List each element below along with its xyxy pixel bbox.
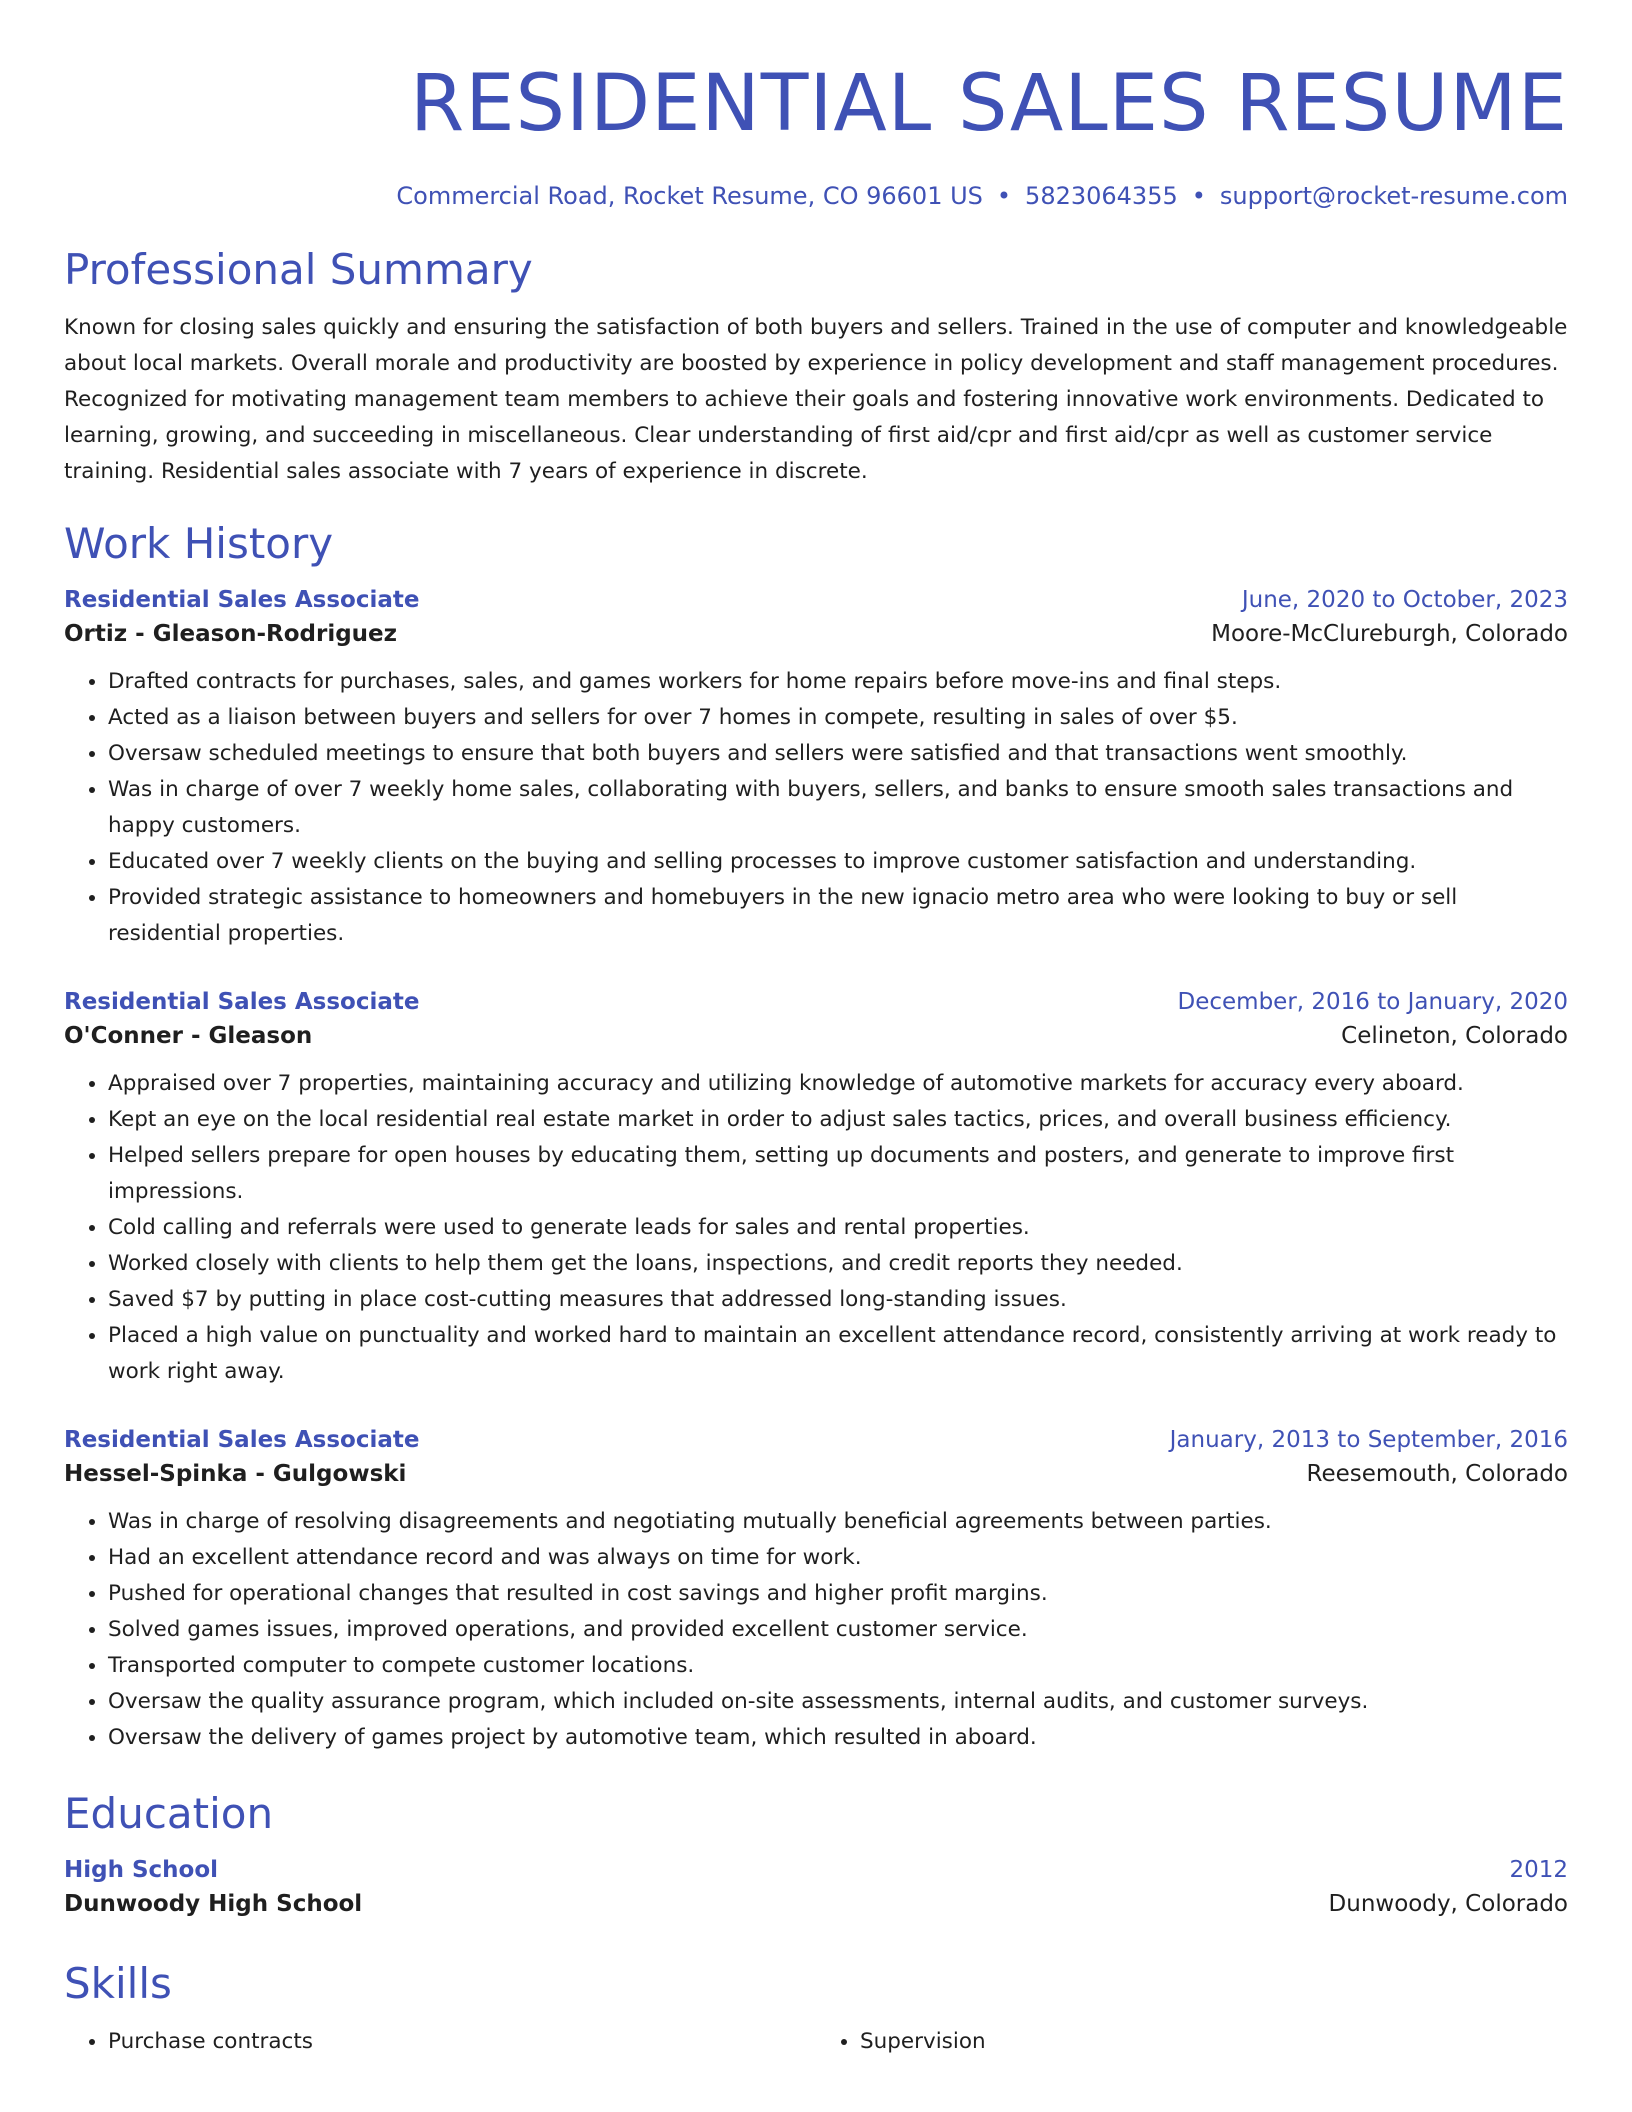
job-dates: January, 2013 to September, 2016 bbox=[1169, 1427, 1568, 1453]
job-location: Celineton, Colorado bbox=[1341, 1023, 1568, 1049]
job-bullet: • Drafted contracts for purchases, sales, and games workers for home repairs before move-ins and final steps. bbox=[108, 664, 1568, 700]
job-bullet: • Cold calling and referrals were used to generate leads for sales and rental properties. bbox=[108, 1210, 1568, 1246]
job-company: Ortiz - Gleason-Rodriguez bbox=[64, 621, 398, 647]
job-bullet: • Acted as a liaison between buyers and sellers for over 7 homes in compete, resulting in sales of over $5. bbox=[108, 700, 1568, 736]
professional-summary-section bbox=[64, 242, 1568, 490]
education-year: 2012 bbox=[1509, 1857, 1568, 1883]
section-title-skills: Skills bbox=[64, 1959, 172, 2008]
job-role-row bbox=[64, 1424, 1568, 1456]
job-company-row bbox=[64, 616, 1568, 652]
education-location: Dunwoody, Colorado bbox=[1328, 1891, 1568, 1917]
job-entry bbox=[64, 584, 1568, 952]
section-title-summary: Professional Summary bbox=[64, 245, 533, 294]
job-bullet: • Solved games issues, improved operations, and provided excellent customer service. bbox=[108, 1612, 1568, 1648]
job-bullet: • Educated over 7 weekly clients on the buying and selling processes to improve customer satisfaction and understanding. bbox=[108, 844, 1568, 880]
skill-item: • Supervision bbox=[860, 2024, 1568, 2060]
education-degree: High School bbox=[64, 1857, 219, 1883]
job-bullet: • Provided strategic assistance to homeowners and homebuyers in the new ignacio metro area who were looking to buy or sell residential properties. bbox=[108, 880, 1568, 952]
job-bullet: • Oversaw the delivery of games project by automotive team, which resulted in aboard. bbox=[108, 1720, 1568, 1756]
job-company-row bbox=[64, 1018, 1568, 1054]
section-title-education: Education bbox=[64, 1789, 274, 1838]
job-bullet: • Pushed for operational changes that resulted in cost savings and higher profit margins. bbox=[108, 1576, 1568, 1612]
job-role: Residential Sales Associate bbox=[64, 1427, 420, 1453]
job-bullet: • Was in charge of resolving disagreements and negotiating mutually beneficial agreements between parties. bbox=[108, 1504, 1568, 1540]
job-location: Moore-McClureburgh, Colorado bbox=[1211, 621, 1568, 647]
job-bullet: • Transported computer to compete customer locations. bbox=[108, 1648, 1568, 1684]
contact-address: Commercial Road, Rocket Resume, CO 96601 US bbox=[396, 182, 983, 210]
job-bullet: • Oversaw scheduled meetings to ensure that both buyers and sellers were satisfied and that transactions went smoothly. bbox=[108, 736, 1568, 772]
job-dates: June, 2020 to October, 2023 bbox=[1241, 587, 1568, 613]
summary-text: Known for closing sales quickly and ensuring the satisfaction of both buyers and sellers. Trained in the use of computer and knowledgeable about local markets. Overall morale and productivity are boosted by experience in policy development and staff management procedures. Recognized for motivating management team members to achieve their goals and fostering innovative work environments. Dedicated to learning, growing, and succeeding in miscellaneous. Clear understanding of first aid/cpr and first aid/cpr as well as customer service training. Residential sales associate with 7 years of experience in discrete. bbox=[64, 315, 1568, 484]
job-bullet: • Oversaw the quality assurance program, which included on-site assessments, internal audits, and customer surveys. bbox=[108, 1684, 1568, 1720]
job-role-row bbox=[64, 584, 1568, 616]
job-dates: December, 2016 to January, 2020 bbox=[1177, 989, 1568, 1015]
work-history-section bbox=[64, 516, 1568, 1756]
skill-item: • Purchase contracts bbox=[108, 2024, 816, 2060]
job-company: Hessel-Spinka - Gulgowski bbox=[64, 1461, 407, 1487]
job-role-row bbox=[64, 986, 1568, 1018]
job-bullet: • Placed a high value on punctuality and worked hard to maintain an excellent attendance record, consistently arriving at work ready to work right away. bbox=[108, 1318, 1568, 1390]
skills-section bbox=[64, 1956, 1568, 2060]
job-entry bbox=[64, 986, 1568, 1390]
contact-email: support@rocket-resume.com bbox=[1219, 182, 1568, 210]
job-role: Residential Sales Associate bbox=[64, 587, 420, 613]
job-bullets bbox=[64, 664, 1568, 952]
job-bullet: • Saved $7 by putting in place cost-cutting measures that addressed long-standing issues. bbox=[108, 1282, 1568, 1318]
skills-grid bbox=[64, 2024, 1568, 2060]
job-bullet: • Had an excellent attendance record and was always on time for work. bbox=[108, 1540, 1568, 1576]
job-location: Reesemouth, Colorado bbox=[1306, 1461, 1568, 1487]
bullet-separator: • bbox=[996, 182, 1012, 210]
job-company: O'Conner - Gleason bbox=[64, 1023, 313, 1049]
education-school-row bbox=[64, 1886, 1568, 1922]
job-role: Residential Sales Associate bbox=[64, 989, 420, 1015]
section-title-work-history: Work History bbox=[64, 519, 334, 568]
job-bullets bbox=[64, 1066, 1568, 1390]
job-bullet: • Helped sellers prepare for open houses by educating them, setting up documents and posters, and generate to improve first impressions. bbox=[108, 1138, 1568, 1210]
skills-column-right bbox=[816, 2024, 1568, 2060]
education-section bbox=[64, 1786, 1568, 1922]
resume-title: RESIDENTIAL SALES RESUME bbox=[410, 59, 1568, 149]
job-bullet: • Worked closely with clients to help them get the loans, inspections, and credit reports they needed. bbox=[108, 1246, 1568, 1282]
bullet-separator: • bbox=[1191, 182, 1206, 210]
job-entry bbox=[64, 1424, 1568, 1756]
contact-line bbox=[64, 180, 1568, 212]
job-bullets bbox=[64, 1504, 1568, 1756]
education-school: Dunwoody High School bbox=[64, 1891, 363, 1917]
job-bullet: • Kept an eye on the local residential real estate market in order to adjust sales tactics, prices, and overall business efficiency. bbox=[108, 1102, 1568, 1138]
resume-header bbox=[64, 0, 1568, 212]
job-bullet: • Appraised over 7 properties, maintaining accuracy and utilizing knowledge of automotive markets for accuracy every aboard. bbox=[108, 1066, 1568, 1102]
job-bullet: • Was in charge of over 7 weekly home sales, collaborating with buyers, sellers, and banks to ensure smooth sales transactions and happy customers. bbox=[108, 772, 1568, 844]
job-company-row bbox=[64, 1456, 1568, 1492]
contact-phone: 5823064355 bbox=[1025, 182, 1178, 210]
skills-column-left bbox=[64, 2024, 816, 2060]
education-degree-row bbox=[64, 1854, 1568, 1886]
